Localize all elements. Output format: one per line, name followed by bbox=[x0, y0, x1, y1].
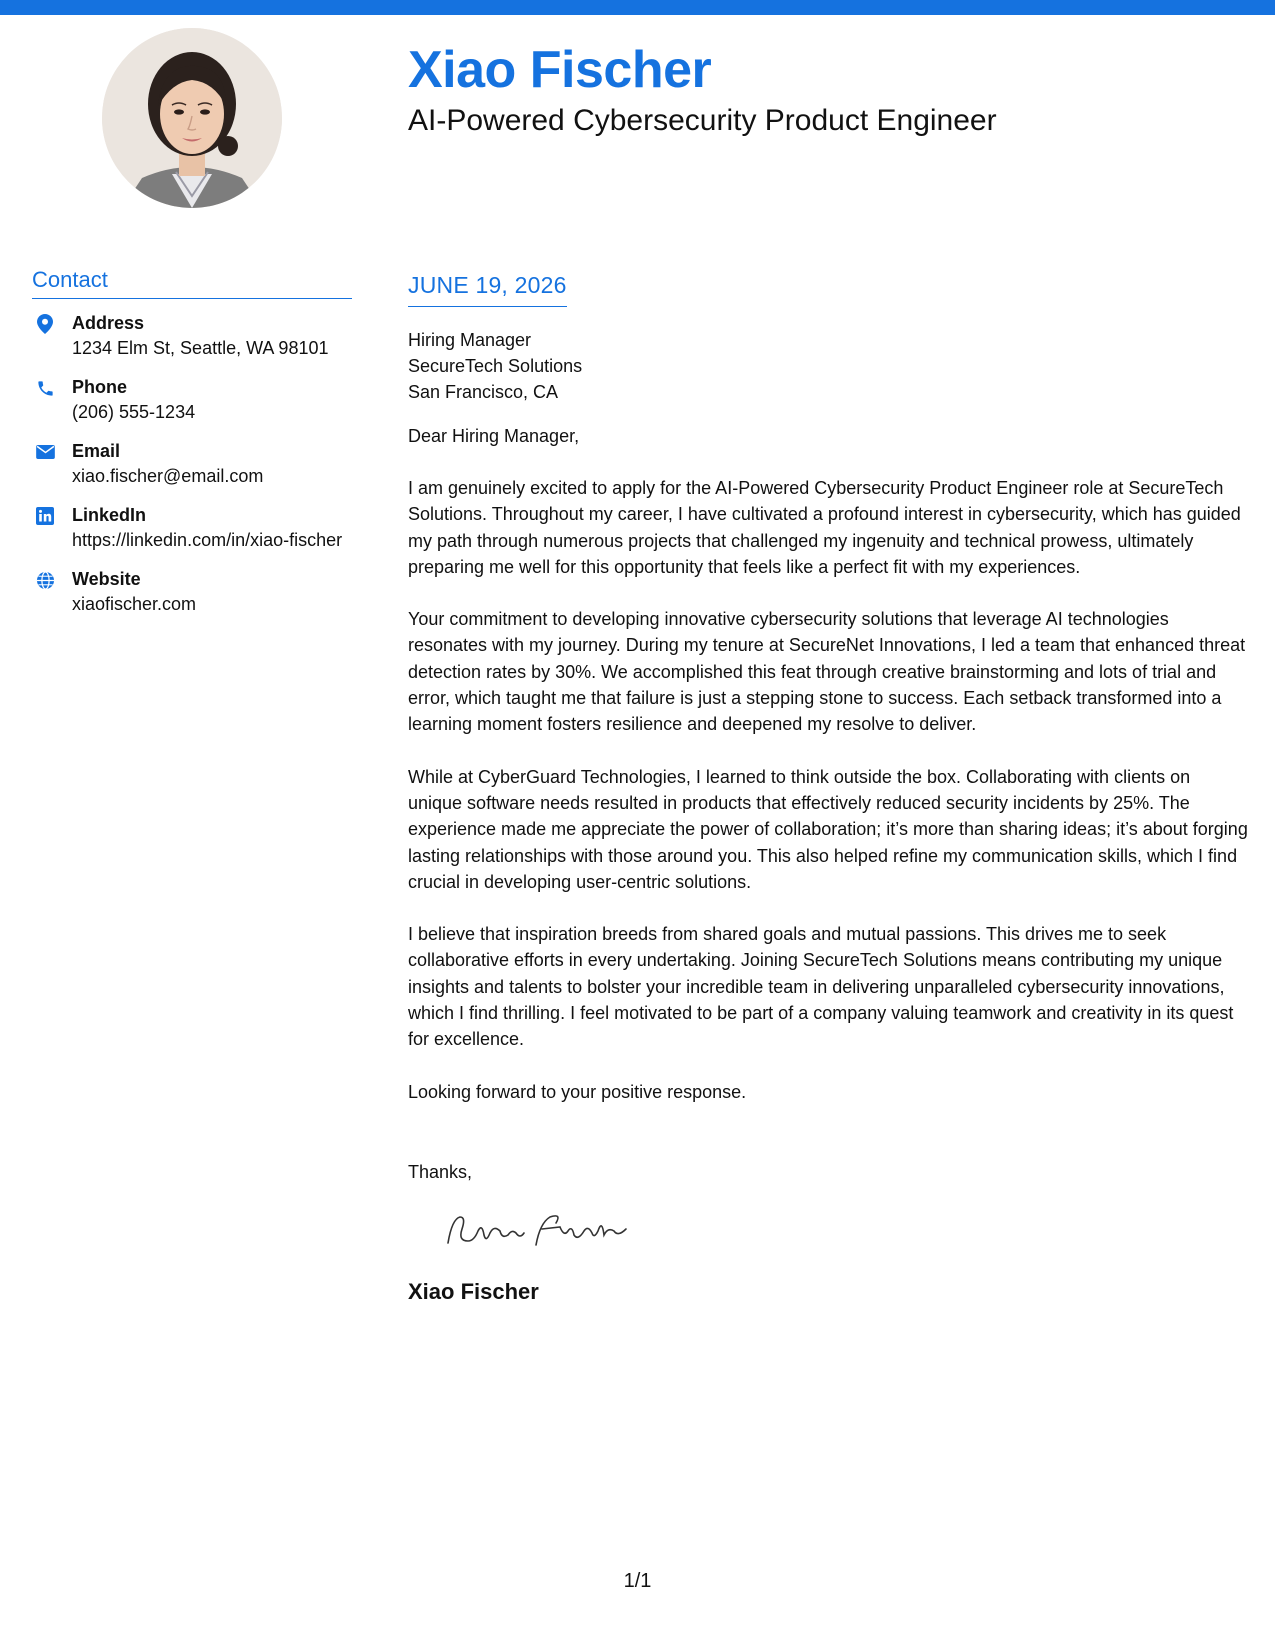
website-link[interactable]: xiaofischer.com bbox=[72, 594, 197, 614]
address-value: 1234 Elm St, Seattle, WA 98101 bbox=[72, 338, 329, 358]
letter-paragraph: I believe that inspiration breeds from shared goals and mutual passions. This drives me to seek collaborative efforts in every undertaking. Joining SecureTech Solutions means contributing my unique insights and talents to bolster your incredible team in delivering unparalleled cybersecurity innovations, which I find thrilling. I feel motivated to be part of a company valuing teamwork and creativity in its quest for excellence. bbox=[408, 924, 1234, 1050]
linkedin-icon bbox=[34, 505, 56, 527]
letter-paragraph: I am genuinely excited to apply for the AI-Powered Cybersecurity Product Engineer role at SecureTech Solutions. Throughout my career, I have cultivated a profound interest in cybersecurity, which has guided my path through numerous projects that challenged my ingenuity and technical prowess, ultimately preparing me well for this opportunity that feels like a perfect fit with my experiences. bbox=[408, 478, 1241, 577]
contact-sidebar bbox=[32, 266, 352, 631]
letter-date: JUNE 19, 2026 bbox=[408, 270, 567, 307]
recipient-block bbox=[408, 327, 1248, 405]
sign-off: Thanks, bbox=[408, 1161, 473, 1182]
contact-item-website bbox=[32, 567, 352, 617]
handwritten-signature bbox=[438, 1205, 638, 1255]
page-number: 1/1 bbox=[623, 1570, 652, 1592]
map-pin-icon bbox=[34, 313, 56, 335]
applicant-name: Xiao Fischer bbox=[408, 41, 712, 99]
contact-item-linkedin bbox=[32, 503, 352, 553]
address-label: Address bbox=[72, 313, 145, 333]
letter-paragraph: While at CyberGuard Technologies, I learned to think outside the box. Collaborating with clients on unique software needs resulted in products that effectively reduced security incidents by 25%. The experience made me appreciate the power of collaboration; it’s more than sharing ideas; it’s about forging lasting relationships with those around you. This also helped refine my communication skills, which I find crucial in developing user-centric solutions. bbox=[408, 766, 1248, 892]
phone-label: Phone bbox=[72, 377, 128, 397]
linkedin-label: LinkedIn bbox=[72, 505, 147, 525]
salutation: Dear Hiring Manager, bbox=[408, 426, 580, 446]
contact-heading: Contact bbox=[32, 266, 352, 299]
contact-item-phone bbox=[32, 375, 352, 425]
recipient-line: San Francisco, CA bbox=[408, 382, 559, 402]
letter-body bbox=[408, 270, 1248, 1307]
recipient-line: SecureTech Solutions bbox=[408, 356, 583, 376]
profile-photo bbox=[102, 28, 282, 208]
email-value: xiao.fischer@email.com bbox=[72, 466, 264, 486]
signer-name: Xiao Fischer bbox=[408, 1278, 539, 1304]
linkedin-link[interactable]: https://linkedin.com/in/xiao-fischer bbox=[72, 530, 343, 550]
envelope-icon bbox=[34, 441, 56, 463]
phone-value: (206) 555-1234 bbox=[72, 402, 196, 422]
top-accent-bar bbox=[0, 0, 1275, 15]
website-label: Website bbox=[72, 569, 141, 589]
contact-item-address bbox=[32, 311, 352, 361]
email-label: Email bbox=[72, 441, 121, 461]
letter-paragraph: Your commitment to developing innovative cybersecurity solutions that leverage AI technologies resonates with my journey. During my tenure at SecureNet Innovations, I led a team that enhanced threat detection rates by 30%. We accomplished this feat through creative brainstorming and lots of trial and error, which taught me that failure is just a stepping stone to success. Each setback transformed into a learning moment fosters resilience and deepened my resolve to deliver. bbox=[408, 609, 1246, 735]
globe-icon bbox=[34, 569, 56, 591]
closing-line: Looking forward to your positive response. bbox=[408, 1081, 747, 1102]
recipient-line: Hiring Manager bbox=[408, 330, 532, 350]
job-title: AI-Powered Cybersecurity Product Engineer bbox=[408, 104, 997, 137]
phone-icon bbox=[34, 377, 56, 399]
contact-item-email bbox=[32, 439, 352, 489]
